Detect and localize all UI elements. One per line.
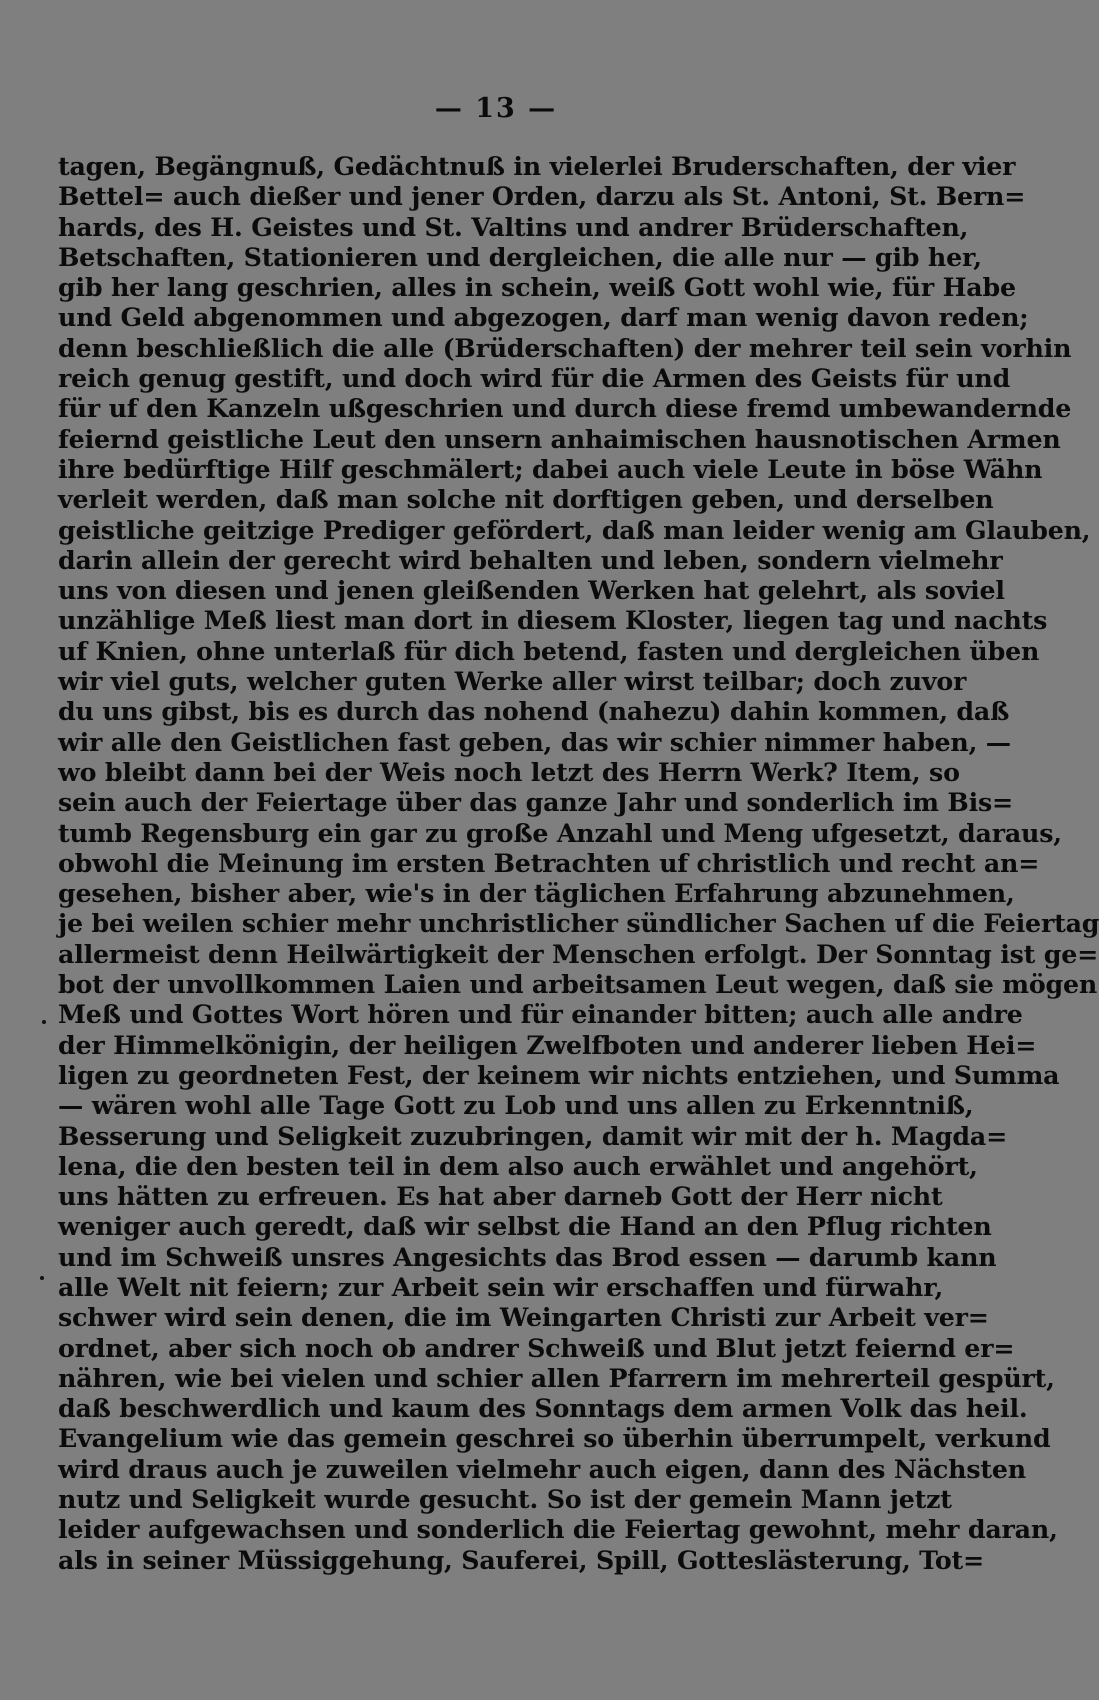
body-text	[58, 151, 1099, 1575]
text-line: tumb Regensburg ein gar zu große Anzahl und Meng ufgesetzt, daraus,	[58, 817, 1062, 848]
text-line: für uf den Kanzeln ußgeschrien und durch diese fremd umbewandernde	[58, 393, 1072, 424]
text-line: Evangelium wie das gemein geschrei so überhin überrumpelt, verkund	[58, 1423, 1051, 1454]
text-line: geistliche geitzige Prediger gefördert, daß man leider wenig am Glauben,	[58, 514, 1091, 545]
text-line: obwohl die Meinung im ersten Betrachten uf christlich und recht an=	[58, 847, 1040, 878]
text-line: gib her lang geschrien, alles in schein, weiß Gott wohl wie, für Habe	[58, 272, 1016, 303]
text-line: Meß und Gottes Wort hören und für einander bitten; auch alle andre	[58, 999, 1023, 1030]
text-line: und Geld abgenommen und abgezogen, darf man wenig davon reden;	[58, 302, 1029, 333]
text-line: ordnet, aber sich noch ob andrer Schweiß und Blut jetzt feiernd er=	[58, 1332, 1015, 1363]
text-line: wird draus auch je zuweilen vielmehr auch eigen, dann des Nächsten	[58, 1453, 1026, 1484]
text-line: schwer wird sein denen, die im Weingarten Christi zur Arbeit ver=	[58, 1302, 989, 1333]
text-line: bot der unvollkommen Laien und arbeitsamen Leut wegen, daß sie mögen	[58, 969, 1098, 1000]
text-line: lena, die den besten teil in dem also auch erwählet und angehört,	[58, 1150, 978, 1181]
text-line: ligen zu geordneten Fest, der keinem wir nichts entziehen, und Summa	[58, 1059, 1060, 1090]
margin-speck	[40, 1276, 44, 1280]
text-line: wir viel guts, welcher guten Werke aller wirst teilbar; doch zuvor	[58, 666, 967, 697]
text-line: allermeist denn Heilwärtigkeit der Menschen erfolgt. Der Sonntag ist ge=	[58, 938, 1099, 969]
text-line: sein auch der Feiertage über das ganze Jahr und sonderlich im Bis=	[58, 787, 1014, 818]
text-line: der Himmelkönigin, der heiligen Zwelfboten und anderer lieben Hei=	[58, 1029, 1037, 1060]
text-line: uf Knien, ohne unterlaß für dich betend, fasten und dergleichen üben	[58, 635, 1040, 666]
text-line: gesehen, bisher aber, wie's in der täglichen Erfahrung abzunehmen,	[58, 878, 1015, 909]
text-line: reich genug gestift, und doch wird für die Armen des Geists für und	[58, 363, 1011, 394]
text-line: denn beschließlich die alle (Brüderschaften) der mehrer teil sein vorhin	[58, 332, 1072, 363]
text-line: Besserung und Seligkeit zuzubringen, damit wir mit der h. Magda=	[58, 1120, 1008, 1151]
text-line: alle Welt nit feiern; zur Arbeit sein wir erschaffen und fürwahr,	[58, 1271, 944, 1302]
text-line: je bei weilen schier mehr unchristlicher sündlicher Sachen uf die Feiertag	[58, 908, 1099, 939]
text-line: uns hätten zu erfreuen. Es hat aber darneb Gott der Herr nicht	[58, 1181, 943, 1212]
text-line: unzählige Meß liest man dort in diesem Kloster, liegen tag und nachts	[58, 605, 1048, 636]
text-line: — wären wohl alle Tage Gott zu Lob und uns allen zu Erkenntniß,	[58, 1090, 974, 1121]
text-line: du uns gibst, bis es durch das nohend (nahezu) dahin kommen, daß	[58, 696, 1010, 727]
text-line: tagen, Begängnuß, Gedächtnuß in vielerlei Bruderschaften, der vier	[58, 151, 1016, 181]
text-line: daß beschwerdlich und kaum des Sonntags dem armen Volk das heil.	[58, 1393, 1028, 1424]
text-line: als in seiner Müssiggehung, Sauferei, Spill, Gotteslästerung, Tot=	[58, 1544, 985, 1575]
text-line: leider aufgewachsen und sonderlich die Feiertag gewohnt, mehr daran,	[58, 1514, 1058, 1545]
text-line: feiernd geistliche Leut den unsern anhaimischen hausnotischen Armen	[58, 423, 1061, 454]
text-line: Bettel= auch dießer und jener Orden, darzu als St. Antoni, St. Bern=	[58, 181, 1026, 212]
text-line: nutz und Seligkeit wurde gesucht. So ist der gemein Mann jetzt	[58, 1484, 952, 1515]
margin-speck	[42, 1020, 46, 1024]
page-number: — 13 —	[434, 93, 558, 124]
text-line: wir alle den Geistlichen fast geben, das wir schier nimmer haben, —	[58, 726, 1011, 757]
text-line: darin allein der gerecht wird behalten und leben, sondern vielmehr	[58, 544, 1003, 575]
text-line: uns von diesen und jenen gleißenden Werken hat gelehrt, als soviel	[58, 575, 1005, 606]
text-line: Betschaften, Stationieren und dergleichen, die alle nur — gib her,	[58, 241, 982, 272]
text-line: weniger auch geredt, daß wir selbst die Hand an den Pflug richten	[58, 1211, 992, 1242]
text-line: hards, des H. Geistes und St. Valtins und andrer Brüderschaften,	[58, 211, 969, 242]
text-line: wo bleibt dann bei der Weis noch letzt des Herrn Werk? Item, so	[58, 756, 960, 787]
text-line: verleit werden, daß man solche nit dorftigen geben, und derselben	[58, 484, 994, 515]
text-line: nähren, wie bei vielen und schier allen Pfarrern im mehrerteil gespürt,	[58, 1362, 1055, 1393]
text-line: und im Schweiß unsres Angesichts das Brod essen — darumb kann	[58, 1241, 997, 1272]
text-line: ihre bedürftige Hilf geschmälert; dabei auch viele Leute in böse Wähn	[58, 453, 1043, 484]
